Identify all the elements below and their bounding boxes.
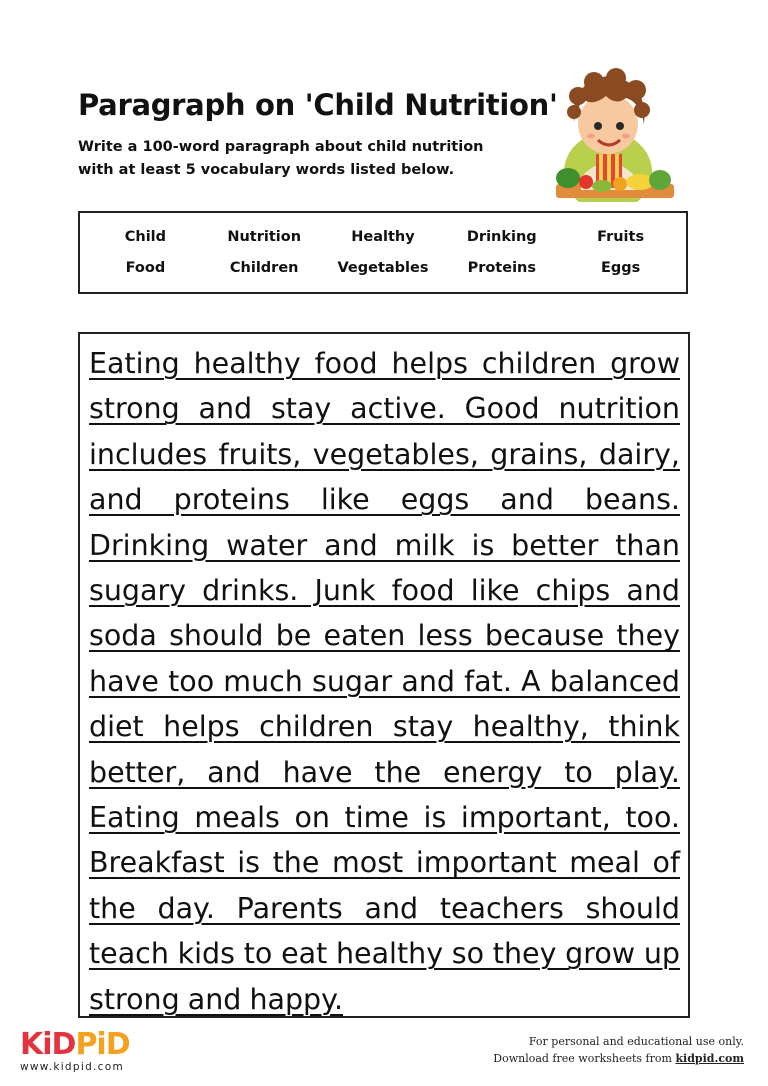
vocab-word: Drinking bbox=[466, 229, 537, 246]
paragraph-text: Eating healthy food helps children grow strong and stay active. Good nutrition includes fruits, vegetables, grains, dairy, and proteins like eggs and beans. Drinking water and milk is better than sugary drinks. Junk food like chips and soda should be eaten less because they have too much sugar and fat. A balanced diet helps children stay healthy, think better, and have the energy to play. Eating meals on time is important, too. Breakfast is the most important meal of the day. Parents and teachers should teach kids to eat healthy so they grow up strong and happy. bbox=[89, 347, 680, 1016]
vocab-word: Children bbox=[229, 259, 299, 276]
footer-note-prefix: Download free worksheets from bbox=[493, 1052, 676, 1065]
logo-wordmark bbox=[20, 1027, 130, 1062]
paragraph-box bbox=[78, 332, 690, 1018]
logo-part-kid: KiD bbox=[20, 1027, 76, 1062]
logo-url: www.kidpid.com bbox=[20, 1061, 125, 1073]
vocab-word: Healthy bbox=[351, 229, 415, 246]
vocab-word: Vegetables bbox=[337, 259, 429, 276]
vocab-word: Fruits bbox=[597, 229, 645, 246]
vocab-word: Proteins bbox=[467, 259, 536, 276]
child-with-vegetables-illustration bbox=[536, 62, 686, 202]
page-title: Paragraph on 'Child Nutrition' bbox=[78, 88, 558, 122]
kidpid-logo[interactable] bbox=[20, 1027, 130, 1073]
vocabulary-box bbox=[78, 211, 688, 294]
vocab-word: Child bbox=[124, 229, 167, 246]
footer-note-line1: For personal and educational use only. bbox=[528, 1035, 744, 1048]
footer-note-line2 bbox=[493, 1050, 744, 1067]
vocab-word: Eggs bbox=[600, 259, 641, 276]
vocab-word: Nutrition bbox=[227, 229, 302, 246]
footer-note bbox=[493, 1033, 744, 1067]
instructions-text: Write a 100-word paragraph about child nutrition with at least 5 vocabulary words listed below. bbox=[78, 139, 484, 178]
logo-part-pid: PiD bbox=[75, 1027, 130, 1062]
vocab-word: Food bbox=[125, 259, 166, 276]
footer-link[interactable]: kidpid.com bbox=[675, 1052, 744, 1065]
